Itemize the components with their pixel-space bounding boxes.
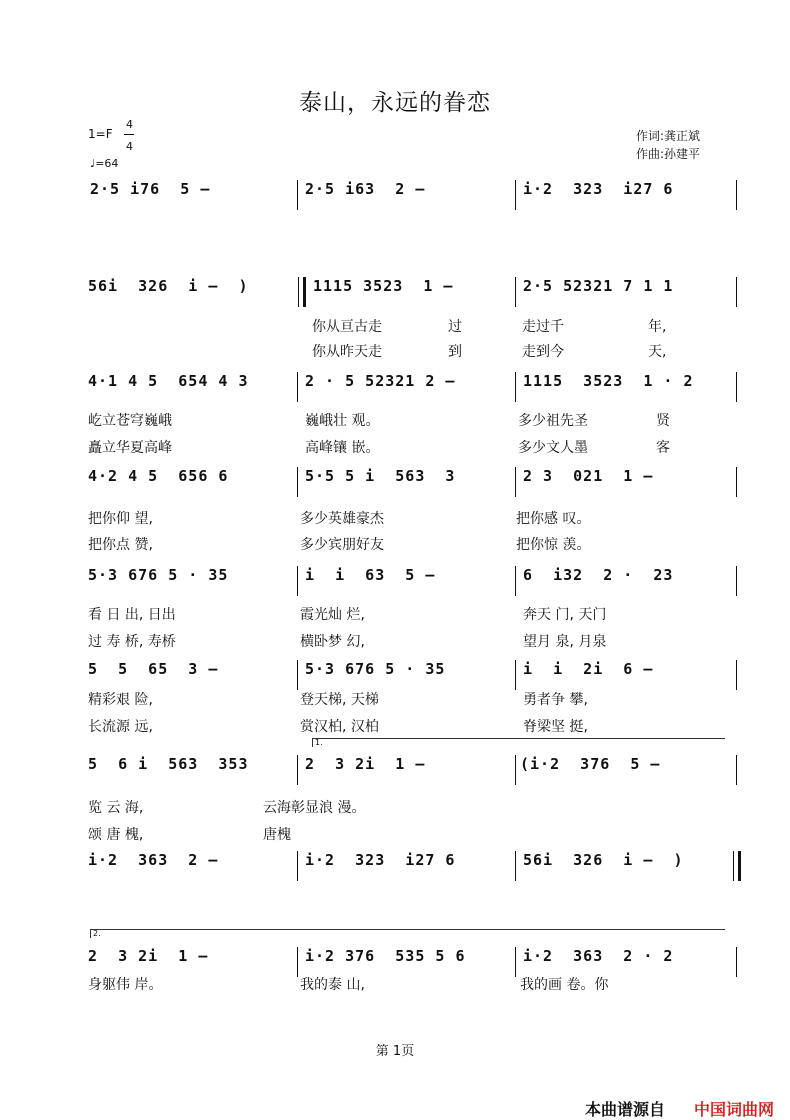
volta-1-bracket — [312, 738, 725, 747]
key-signature: 1=F — [88, 127, 113, 141]
lyric-row-2-verse-2 — [0, 341, 790, 359]
lyric: 脊梁坚 挺, — [523, 719, 588, 735]
lyric: 览 云 海, — [88, 800, 144, 816]
barline — [736, 660, 737, 690]
lyric-row-5-verse-2 — [0, 631, 790, 649]
measure: 1115 3523 1 – — [313, 277, 454, 295]
song-title: 泰山，永远的眷恋 — [299, 90, 491, 116]
barline — [515, 947, 516, 977]
time-signature-top: 4 — [126, 118, 133, 131]
lyric: 多少文人墨 — [518, 440, 588, 456]
measure: i i 2i 6 – — [523, 660, 654, 678]
time-signature-line — [124, 134, 134, 135]
lyric: 精彩艰 险, — [88, 692, 153, 708]
lyric-row-3-verse-1 — [0, 410, 790, 428]
lyric: 身躯伟 岸。 — [88, 977, 163, 993]
lyric: 贤 — [656, 413, 670, 429]
barline — [736, 566, 737, 596]
measure: 2 · 5 52321 2 – — [305, 372, 456, 390]
lyric: 我的画 卷。你 — [520, 977, 609, 993]
lyric: 年, — [648, 319, 667, 335]
lyric: 客 — [656, 440, 670, 456]
barline — [297, 755, 298, 785]
repeat-end-barline — [733, 851, 741, 881]
barline — [515, 566, 516, 596]
measure: i·2 323 i27 6 — [305, 851, 456, 869]
measure: i·2 363 2 – — [88, 851, 219, 869]
barline — [515, 755, 516, 785]
composer-credit: 作曲:孙建平 — [636, 147, 701, 161]
source-site-link[interactable]: 中国词曲网 — [694, 1100, 775, 1119]
tempo-marking: ♩=64 — [90, 157, 119, 170]
lyric: 勇者争 攀, — [523, 692, 588, 708]
lyric: 望月 泉, 月泉 — [523, 634, 607, 650]
barline — [736, 372, 737, 402]
notation-row-3 — [0, 372, 790, 402]
measure: 2 3 021 1 – — [523, 467, 654, 485]
barline — [297, 372, 298, 402]
lyric-row-7-verse-2 — [0, 824, 790, 842]
measure: 6 i32 2 · 23 — [523, 566, 674, 584]
lyric: 云海彰显浪 漫。 — [263, 800, 366, 816]
measure: i·2 363 2 · 2 — [523, 947, 674, 965]
measure: 56i 326 i – ) — [523, 851, 684, 869]
measure: i i 63 5 – — [305, 566, 436, 584]
lyric: 走过千 — [522, 319, 564, 335]
measure: 5·5 5 i 563 3 — [305, 467, 456, 485]
lyric-row-4-verse-1 — [0, 508, 790, 526]
lyric-row-5-verse-1 — [0, 604, 790, 622]
barline — [515, 660, 516, 690]
lyric: 奔天 门, 天门 — [523, 607, 607, 623]
barline — [515, 277, 516, 307]
lyric: 登天梯, 天梯 — [300, 692, 379, 708]
lyric: 走到今 — [522, 344, 564, 360]
barline — [297, 851, 298, 881]
repeat-start-barline — [298, 277, 306, 307]
volta-1-label: 1. — [315, 738, 323, 747]
measure: i·2 376 535 5 6 — [305, 947, 466, 965]
time-signature-bottom: 4 — [126, 140, 133, 153]
barline — [736, 180, 737, 210]
lyric-row-4-verse-2 — [0, 534, 790, 552]
notation-row-1 — [0, 180, 790, 210]
lyricist-credit: 作词:龚正斌 — [636, 129, 701, 143]
lyric: 把你惊 羡。 — [516, 537, 591, 553]
lyric: 多少祖先圣 — [518, 413, 588, 429]
barline — [515, 851, 516, 881]
measure: i·2 323 i27 6 — [523, 180, 674, 198]
measure: 56i 326 i – ) — [88, 277, 249, 295]
lyric: 把你仰 望, — [88, 511, 153, 527]
lyric-row-2-verse-1 — [0, 316, 790, 334]
notation-row-8 — [0, 851, 790, 881]
barline — [515, 372, 516, 402]
lyric-row-6-verse-1 — [0, 689, 790, 707]
measure: 5 6 i 563 353 — [88, 755, 249, 773]
lyric: 横卧梦 幻, — [300, 634, 365, 650]
measure: 2·5 i63 2 – — [305, 180, 426, 198]
lyric: 把你感 叹。 — [516, 511, 591, 527]
measure: 2·5 52321 7 1 1 — [523, 277, 674, 295]
measure: 1115 3523 1 · 2 — [523, 372, 694, 390]
lyric-row-6-verse-2 — [0, 716, 790, 734]
lyric: 多少英雄豪杰 — [300, 511, 384, 527]
lyric: 你从昨天走 — [312, 344, 382, 360]
lyric-row-3-verse-2 — [0, 437, 790, 455]
measure: 2·5 i76 5 – — [90, 180, 211, 198]
measure: 2 3 2i 1 – — [305, 755, 426, 773]
lyric: 到 — [448, 344, 462, 360]
lyric: 过 寿 桥, 寿桥 — [88, 634, 176, 650]
source-caption: 本曲谱源自 — [585, 1100, 666, 1119]
page-number: 第 1页 — [375, 1044, 415, 1059]
measure: 4·2 4 5 656 6 — [88, 467, 229, 485]
notation-row-5 — [0, 566, 790, 596]
barline — [736, 755, 737, 785]
barline — [736, 277, 737, 307]
lyric: 我的泰 山, — [300, 977, 365, 993]
measure: 5·3 676 5 · 35 — [88, 566, 229, 584]
lyric: 多少宾朋好友 — [300, 537, 384, 553]
barline — [736, 947, 737, 977]
volta-2-label: 2. — [93, 929, 101, 938]
lyric-row-9-verse-1 — [0, 974, 790, 992]
lyric: 高峰镶 嵌。 — [305, 440, 380, 456]
barline — [736, 467, 737, 497]
measure: 5 5 65 3 – — [88, 660, 219, 678]
lyric: 把你点 赞, — [88, 537, 153, 553]
notation-row-6 — [0, 660, 790, 690]
barline — [297, 180, 298, 210]
notation-row-2 — [0, 277, 790, 307]
lyric: 屹立苍穹巍峨 — [88, 413, 172, 429]
measure: (i·2 376 5 – — [520, 755, 661, 773]
measure: 4·1 4 5 654 4 3 — [88, 372, 249, 390]
barline — [515, 467, 516, 497]
barline — [297, 947, 298, 977]
barline — [515, 180, 516, 210]
notation-row-4 — [0, 467, 790, 497]
notation-row-9 — [0, 947, 790, 977]
barline — [297, 660, 298, 690]
lyric: 霞光灿 烂, — [300, 607, 365, 623]
lyric: 看 日 出, 日出 — [88, 607, 176, 623]
lyric: 唐槐 — [263, 827, 291, 843]
measure: 2 3 2i 1 – — [88, 947, 209, 965]
measure: 5·3 676 5 · 35 — [305, 660, 446, 678]
lyric: 赏汉柏, 汉柏 — [300, 719, 379, 735]
lyric-row-7-verse-1 — [0, 797, 790, 815]
lyric: 过 — [448, 319, 462, 335]
lyric: 天, — [648, 344, 667, 360]
lyric: 巍峨壮 观。 — [305, 413, 380, 429]
lyric: 矗立华夏高峰 — [88, 440, 172, 456]
lyric: 颂 唐 槐, — [88, 827, 144, 843]
barline — [297, 467, 298, 497]
lyric: 你从亘古走 — [312, 319, 382, 335]
volta-2-bracket — [90, 929, 725, 938]
barline — [297, 566, 298, 596]
notation-row-7 — [0, 755, 790, 785]
lyric: 长流源 远, — [88, 719, 153, 735]
